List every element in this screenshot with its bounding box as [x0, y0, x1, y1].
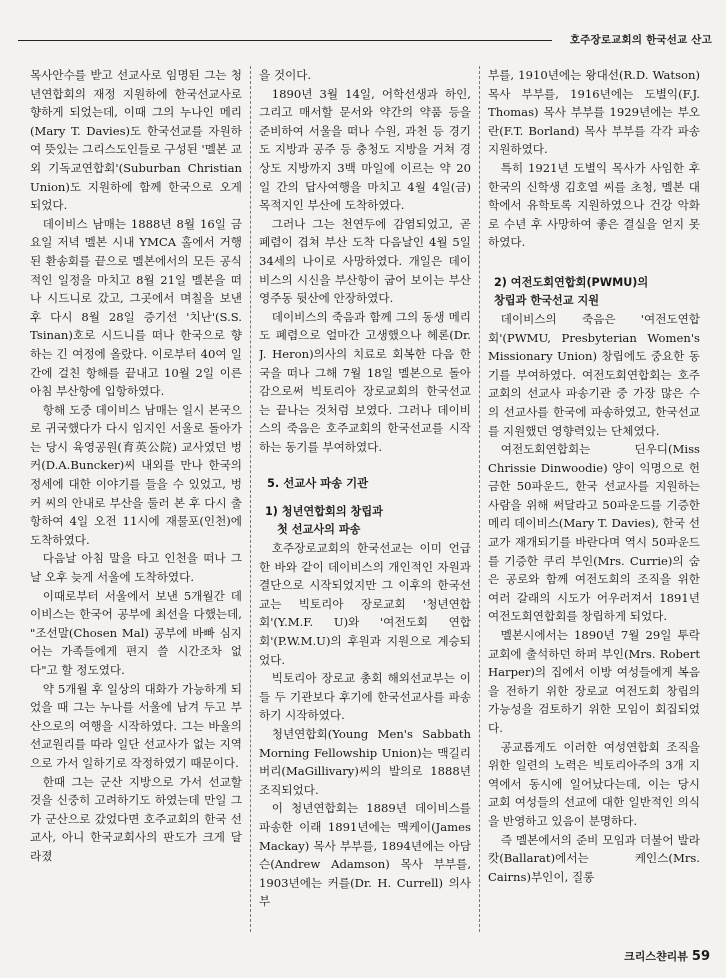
paragraph: 호주장로교회의 한국선교는 이미 언급한 바와 같이 데이비스의 개인적인 자원과 결단으로 시작되었지만 그 이후의 한국선교는 빅토리아 장로교회 '청년연합회'(Y.M.F. U)와 '여전도회 연합회'(P.W.M.U)의 후원과 지원으로 계승되었다.	[259, 541, 471, 667]
subheading: 2) 여전도회연합회(PWMU)의	[494, 275, 649, 289]
paragraph: 항해 도중 데이비스 남매는 일시 본국으로 귀국했다가 다시 임지인 서울로 돌아가는 당시 육영공원(育英公院) 교사였던 벙커(D.A.Buncker)씨 내외를 만나 한국의 정세에 대한 이야기를 들을 수 있었고, 벙커 씨의 안내로 부산을 둘러 본 후 다시 출항하여 4일 오전 11시에 재물포(인천)에 도착하였다.	[30, 402, 242, 547]
column-3	[488, 66, 700, 932]
paragraph: 청년연합회(Young Men's Sabbath Morning Fellowship Union)는 맥길리버리(MaGillivary)씨의 발의로 1888년 조직되었다.	[259, 727, 471, 797]
running-header	[18, 30, 712, 52]
paragraph: 데이비스 남매는 1888년 8월 16일 금요일 저녁 멜본 시내 YMCA 홀에서 거행된 환송회를 끝으로 멜본에서의 모든 공식적인 일정을 마치고 8월 21일 멜본을 떠나 시드니로 갔고, 그곳에서 며칠을 보낸 후 다시 8월 28일 증기선 '치난'(S.S. Tsinan)호로 시드니를 떠나 한국으로 향하는 긴 여정에 올랐다. 이로부터 40여 일간에 걸친 항해를 끝내고 10월 2일 이른 아침 부산항에 입항하였다.	[30, 216, 242, 399]
paragraph: 한때 그는 군산 지방으로 가서 선교할 것을 신중히 고려하기도 하였는데 만일 그가 군산으로 갔었다면 호주교회의 한국 선교사, 아니 한국교회사의 판도가 크게 달라졌	[30, 774, 242, 863]
column-divider	[479, 66, 480, 932]
article-body	[30, 66, 700, 932]
paragraph: 이 청년연합회는 1889년 데이비스를 파송한 이래 1891년에는 맥케이(James Mackay) 목사 부부를, 1894년에는 아담슨(Andrew Adamson) 목사 부부를, 1903년에는 커를(Dr. H. Currell) 의사 부	[259, 801, 471, 909]
paragraph: 멜본시에서는 1890년 7월 29일 투락교회에 출석하던 하퍼 부인(Mrs. Robert Harper)의 집에서 이방 여성들에게 복음을 전하기 위한 장로교 여전도회 창립의 가능성을 검토하기 위한 모임이 회집되었다.	[488, 628, 700, 735]
paragraph: 특히 1921년 도별익 목사가 사임한 후 한국의 신학생 김호열 씨를 초청, 멜본 대학에서 유학토록 지원하였으나 건강 악화로 수년 후 사망하여 좋은 결실을 얻지 못하였다.	[488, 160, 700, 250]
column-1	[30, 66, 242, 932]
paragraph: 1890년 3월 14일, 어학선생과 하인, 그리고 매서할 문서와 약간의 약품 등을 준비하여 서울을 떠나 수원, 과천 등 경기도 지방과 공주 등 충청도 지방을 거쳐 경상도 지방까지 3백 마일에 이르는 약 20일 간의 답사여행을 마치고 4월 4일(금) 목적지인 부산에 도착하였다.	[259, 86, 471, 213]
paragraph: 부를, 1910년에는 왕대선(R.D. Watson) 목사 부부를, 1916년에는 도별익(F.J. Thomas) 목사 부부를 1929년에는 부오란(F.T. Borland) 목사 부부를 각각 파송 지원하였다.	[488, 68, 700, 157]
paragraph: 데이비스의 죽음은 '여전도연합회'(PWMU, Presbyterian Women's Missionary Union) 창립에도 중요한 동기를 부여하였다. 여전도회연합회는 호주교회의 선교사 파송기관 중 가장 많은 수의 선교사를 한국에 파송하였고, 한국선교를 지원했던 영향력있는 단체였다.	[488, 311, 700, 438]
column-divider	[250, 66, 251, 932]
paragraph: 목사안수를 받고 선교사로 임명된 그는 청년연합회의 재정 지원하에 한국선교사로 향하게 되었는데, 이때 그의 누나인 메리(Mary T. Davies)도 한국선교를 자원하여 뜻있는 그리스도인들로 구성된 '멜본 교외 기독교연합회'(Suburban Christian Union)도 지원하에 함께 한국으로 오게 되었다.	[30, 68, 242, 213]
page-number: 59	[691, 949, 710, 964]
subheading: 첫 선교사의 파송	[277, 523, 361, 537]
subheading: 창립과 한국선교 지원	[494, 293, 600, 307]
magazine-name: 크리스챤리뷰	[624, 950, 688, 963]
column-2	[259, 66, 471, 932]
paragraph: 이때로부터 서울에서 보낸 5개월간 데이비스는 한국어 공부에 최선을 다했는데, "조선말(Chosen Mal) 공부에 바빠 심지어는 가족들에게 편지 쓸 시간조차 없다"고 할 정도였다.	[30, 588, 242, 677]
paragraph: 그러나 그는 천연두에 감염되었고, 곧 폐렴이 겹쳐 부산 도착 다음날인 4월 5일 34세의 나이로 사망하였다. 개일은 데이비스의 시신을 부산항이 굽어 보이는 부산 영주동 뒷산에 안장하였다.	[259, 216, 471, 306]
paragraph: 을 것이다.	[259, 68, 312, 82]
paragraph: 공교롭게도 이러한 여성연합회 조직을 위한 일련의 노력은 빅토리아주의 3개 지역에서 동시에 일어났다는데, 이는 당시 교회 여성들의 선교에 대한 일반적인 의식을 반영하고 있음이 분명하다.	[488, 739, 700, 828]
paragraph: 빅토리아 장로교 총회 해외선교부는 이들 두 기관보다 후기에 한국선교사를 파송하기 시작하였다.	[259, 671, 471, 723]
subheading: 1) 청년연합회의 창립과	[265, 505, 383, 519]
page-footer	[624, 948, 710, 964]
paragraph: 약 5개월 후 일상의 대화가 가능하게 되었을 때 그는 누나를 서울에 남겨 두고 부산으로의 여행을 시작하였다. 그는 바울의 선교원리를 따라 일단 선교사가 없는 지역으로 가서 일하기로 작정하였기 때문이다.	[30, 681, 242, 770]
header-rule	[18, 40, 552, 41]
section-heading: 5. 선교사 파송 기관	[267, 476, 369, 491]
paragraph: 다음날 아침 말을 타고 인천을 떠나 그날 오후 늦게 서울에 도착하였다.	[30, 551, 242, 585]
header-title: 호주장로교회의 한국선교 산고	[569, 34, 712, 46]
paragraph: 즉 멜본에서의 준비 모임과 더불어 발라캇(Ballarat)에서는 케인스(Mrs. Cairns)부인이, 질롱	[488, 832, 700, 884]
paragraph: 여전도회연합회는 딘우디(Miss Chrissie Dinwoodie) 양이 익명으로 헌금한 50파운드, 한국 선교사를 지원하는 사람을 위해 써달라고 50파운드를 기증한 메리 데이비스(Mary T. Davies), 한국 선교가 재개되기를 바란다며 역시 50파운드를 기증한 쿠리 부인(Mrs. Currie)의 숨은 공로와 함께 여전도회의 조직을 위한 여러 갈래의 시도가 어우러져서 1891년 여전도회연합회를 창립하게 되었다.	[488, 442, 700, 624]
paragraph: 데이비스의 죽음과 함께 그의 동생 메리도 폐렴으로 얼마간 고생했으나 헤론(Dr. J. Heron)의사의 치료로 회복한 다음 한국을 떠나 그해 7월 18일 멜본으로 돌아감으로써 빅토리아 장로교회의 한국선교는 끝나는 것처럼 보였다. 그러나 데이비스의 죽음은 호주교회의 한국선교를 시작하는 동기를 부여하였다.	[259, 309, 471, 454]
